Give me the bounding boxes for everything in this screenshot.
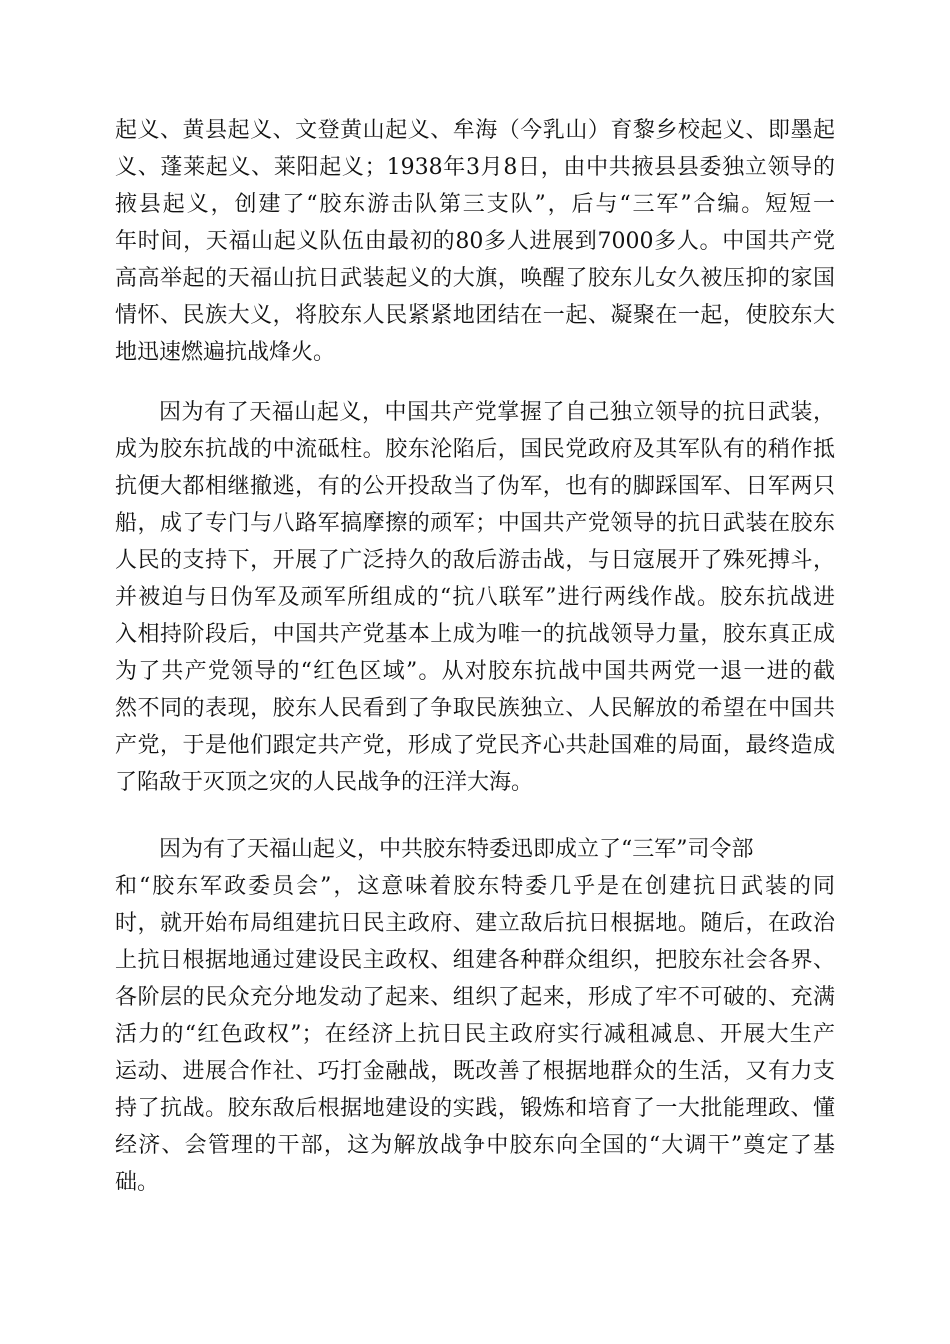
text-line: 产党，于是他们跟定共产党，形成了党民齐心共赴国难的局面，最终造成 <box>115 733 835 758</box>
text-line: 年时间，天福山起义队伍由最初的80多人进展到7000多人。中国共产党 <box>115 229 835 254</box>
text-line: 为了共产党领导的“红色区域”。从对胶东抗战中国共两党一退一进的截 <box>115 659 835 684</box>
text-line: 上抗日根据地通过建设民主政权、组建各种群众组织，把胶东社会各界、 <box>115 948 835 973</box>
text-line: 并被迫与日伪军及顽军所组成的“抗八联军”进行两线作战。胶东抗战进 <box>115 585 835 610</box>
text-line: 因为有了天福山起义，中国共产党掌握了自己独立领导的抗日武装， <box>159 400 835 425</box>
text-line: 经济、会管理的干部，这为解放战争中胶东向全国的“大调干”奠定了基 <box>115 1133 835 1158</box>
text-line: 了陷敌于灭顶之灾的人民战争的汪洋大海。 <box>115 770 534 795</box>
text-line: 持了抗战。胶东敌后根据地建设的实践，锻炼和培育了一大批能理政、懂 <box>115 1096 835 1121</box>
text-line: 船，成了专门与八路军搞摩擦的顽军；中国共产党领导的抗日武装在胶东 <box>115 511 835 536</box>
text-line: 义、蓬莱起义、莱阳起义；1938年3月8日，由中共掖县县委独立领导的 <box>115 155 835 180</box>
text-line: 运动、进展合作社、巧打金融战，既改善了根据地群众的生活，又有力支 <box>115 1059 835 1084</box>
text-line: 然不同的表现，胶东人民看到了争取民族独立、人民解放的希望在中国共 <box>115 696 835 721</box>
paragraph-base-areas <box>115 831 835 1201</box>
text-line: 抗便大都相继撤逃，有的公开投敌当了伪军，也有的脚踩国军、日军两只 <box>115 474 835 499</box>
text-line: 高高举起的天福山抗日武装起义的大旗，唤醒了胶东儿女久被压抑的家国 <box>115 266 835 291</box>
text-line: 情怀、民族大义，将胶东人民紧紧地团结在一起、凝聚在一起，使胶东大 <box>115 303 835 328</box>
text-line: 起义、黄县起义、文登黄山起义、牟海（今乳山）育黎乡校起义、即墨起 <box>115 118 835 143</box>
paragraph-uprisings <box>115 112 835 371</box>
text-line: 成为胶东抗战的中流砥柱。胶东沦陷后，国民党政府及其军队有的稍作抵 <box>115 437 835 462</box>
text-line: 时，就开始布局组建抗日民主政府、建立敌后抗日根据地。随后，在政治 <box>115 911 835 936</box>
paragraph-mainstay <box>115 394 835 801</box>
text-line: 因为有了天福山起义，中共胶东特委迅即成立了“三军”司令部 <box>159 837 754 862</box>
text-line: 入相持阶段后，中国共产党基本上成为唯一的抗战领导力量，胶东真正成 <box>115 622 835 647</box>
text-line: 活力的“红色政权”；在经济上抗日民主政府实行减租减息、开展大生产 <box>115 1022 835 1047</box>
text-line: 和“胶东军政委员会”，这意味着胶东特委几乎是在创建抗日武装的同 <box>115 874 835 899</box>
text-line: 地迅速燃遍抗战烽火。 <box>115 340 336 365</box>
text-line: 各阶层的民众充分地发动了起来、组织了起来，形成了牢不可破的、充满 <box>115 985 835 1010</box>
text-line: 人民的支持下，开展了广泛持久的敌后游击战，与日寇展开了殊死搏斗， <box>115 548 835 573</box>
text-line: 掖县起义，创建了“胶东游击队第三支队”，后与“三军”合编。短短一 <box>115 192 835 217</box>
text-line: 础。 <box>115 1170 160 1195</box>
